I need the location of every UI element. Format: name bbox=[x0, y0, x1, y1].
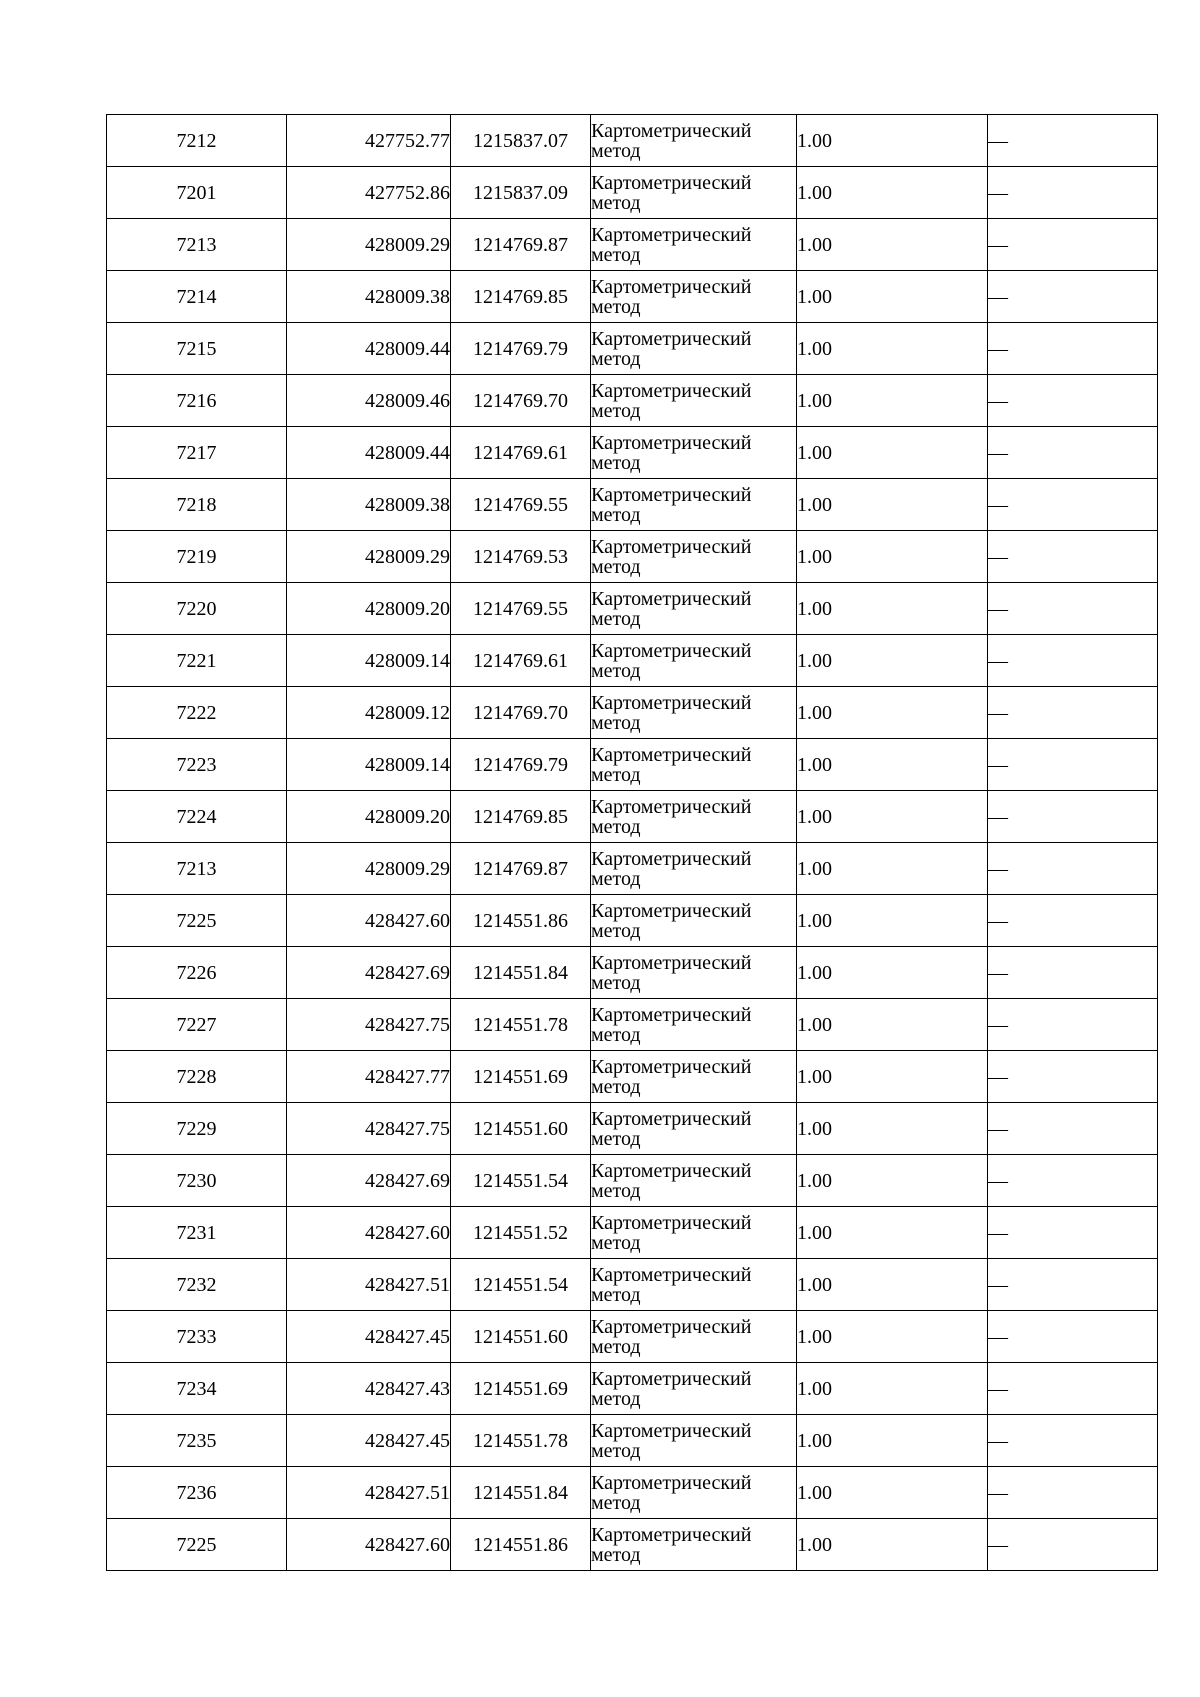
coordinates-table bbox=[106, 114, 1158, 1571]
coordinate-y-cell: 1214769.79 bbox=[451, 323, 591, 375]
accuracy-cell: 1.00 bbox=[797, 999, 988, 1051]
point-number-cell: 7227 bbox=[107, 999, 287, 1051]
point-number-cell: 7231 bbox=[107, 1207, 287, 1259]
coordinate-x-cell: 428009.38 bbox=[287, 479, 451, 531]
table-row bbox=[107, 635, 1158, 687]
coordinate-y-cell: 1214769.70 bbox=[451, 375, 591, 427]
accuracy-cell: 1.00 bbox=[797, 739, 988, 791]
coordinate-x-cell: 428427.51 bbox=[287, 1259, 451, 1311]
note-cell: — bbox=[988, 1311, 1158, 1363]
table-row bbox=[107, 167, 1158, 219]
table-row bbox=[107, 843, 1158, 895]
note-cell: — bbox=[988, 1155, 1158, 1207]
coordinate-y-cell: 1214551.54 bbox=[451, 1155, 591, 1207]
coordinate-y-cell: 1214551.78 bbox=[451, 1415, 591, 1467]
coordinate-x-cell: 428009.14 bbox=[287, 739, 451, 791]
accuracy-cell: 1.00 bbox=[797, 375, 988, 427]
coordinate-x-cell: 428427.45 bbox=[287, 1311, 451, 1363]
table-row bbox=[107, 219, 1158, 271]
coordinate-y-cell: 1214551.69 bbox=[451, 1363, 591, 1415]
table-row bbox=[107, 1311, 1158, 1363]
coordinate-y-cell: 1214769.70 bbox=[451, 687, 591, 739]
table-row bbox=[107, 739, 1158, 791]
coordinate-x-cell: 428427.77 bbox=[287, 1051, 451, 1103]
coordinate-x-cell: 428009.29 bbox=[287, 843, 451, 895]
coordinate-x-cell: 428427.75 bbox=[287, 999, 451, 1051]
method-cell: Картометрический метод bbox=[591, 375, 797, 427]
point-number-cell: 7220 bbox=[107, 583, 287, 635]
note-cell: — bbox=[988, 999, 1158, 1051]
method-cell: Картометрический метод bbox=[591, 583, 797, 635]
method-cell: Картометрический метод bbox=[591, 791, 797, 843]
coordinate-y-cell: 1215837.07 bbox=[451, 115, 591, 167]
point-number-cell: 7235 bbox=[107, 1415, 287, 1467]
method-cell: Картометрический метод bbox=[591, 167, 797, 219]
method-cell: Картометрический метод bbox=[591, 479, 797, 531]
point-number-cell: 7228 bbox=[107, 1051, 287, 1103]
note-cell: — bbox=[988, 1207, 1158, 1259]
method-cell: Картометрический метод bbox=[591, 1467, 797, 1519]
coordinate-y-cell: 1214551.86 bbox=[451, 1519, 591, 1571]
table-row bbox=[107, 947, 1158, 999]
note-cell: — bbox=[988, 1415, 1158, 1467]
method-cell: Картометрический метод bbox=[591, 1363, 797, 1415]
coordinate-x-cell: 428427.51 bbox=[287, 1467, 451, 1519]
table-row bbox=[107, 115, 1158, 167]
coordinate-y-cell: 1214551.84 bbox=[451, 1467, 591, 1519]
note-cell: — bbox=[988, 219, 1158, 271]
note-cell: — bbox=[988, 635, 1158, 687]
point-number-cell: 7214 bbox=[107, 271, 287, 323]
note-cell: — bbox=[988, 1103, 1158, 1155]
accuracy-cell: 1.00 bbox=[797, 1311, 988, 1363]
accuracy-cell: 1.00 bbox=[797, 1051, 988, 1103]
coordinate-x-cell: 428427.75 bbox=[287, 1103, 451, 1155]
coordinate-y-cell: 1214769.61 bbox=[451, 427, 591, 479]
coordinate-y-cell: 1214551.60 bbox=[451, 1311, 591, 1363]
accuracy-cell: 1.00 bbox=[797, 1155, 988, 1207]
note-cell: — bbox=[988, 1519, 1158, 1571]
coordinate-y-cell: 1215837.09 bbox=[451, 167, 591, 219]
accuracy-cell: 1.00 bbox=[797, 1103, 988, 1155]
coordinate-y-cell: 1214769.87 bbox=[451, 843, 591, 895]
note-cell: — bbox=[988, 323, 1158, 375]
accuracy-cell: 1.00 bbox=[797, 219, 988, 271]
method-cell: Картометрический метод bbox=[591, 219, 797, 271]
method-cell: Картометрический метод bbox=[591, 1311, 797, 1363]
coordinate-x-cell: 428009.44 bbox=[287, 323, 451, 375]
coordinate-x-cell: 428427.69 bbox=[287, 947, 451, 999]
note-cell: — bbox=[988, 843, 1158, 895]
coordinate-y-cell: 1214551.86 bbox=[451, 895, 591, 947]
coordinate-x-cell: 428009.29 bbox=[287, 531, 451, 583]
coordinate-y-cell: 1214769.85 bbox=[451, 791, 591, 843]
method-cell: Картометрический метод bbox=[591, 999, 797, 1051]
point-number-cell: 7218 bbox=[107, 479, 287, 531]
coordinate-y-cell: 1214769.55 bbox=[451, 583, 591, 635]
accuracy-cell: 1.00 bbox=[797, 947, 988, 999]
table-row bbox=[107, 1363, 1158, 1415]
table-row bbox=[107, 427, 1158, 479]
coordinates-table-body bbox=[107, 115, 1158, 1571]
accuracy-cell: 1.00 bbox=[797, 1207, 988, 1259]
method-cell: Картометрический метод bbox=[591, 947, 797, 999]
point-number-cell: 7224 bbox=[107, 791, 287, 843]
point-number-cell: 7225 bbox=[107, 1519, 287, 1571]
method-cell: Картометрический метод bbox=[591, 1519, 797, 1571]
accuracy-cell: 1.00 bbox=[797, 1467, 988, 1519]
point-number-cell: 7219 bbox=[107, 531, 287, 583]
method-cell: Картометрический метод bbox=[591, 427, 797, 479]
method-cell: Картометрический метод bbox=[591, 271, 797, 323]
method-cell: Картометрический метод bbox=[591, 895, 797, 947]
table-row bbox=[107, 1415, 1158, 1467]
point-number-cell: 7236 bbox=[107, 1467, 287, 1519]
coordinate-y-cell: 1214769.79 bbox=[451, 739, 591, 791]
point-number-cell: 7215 bbox=[107, 323, 287, 375]
method-cell: Картометрический метод bbox=[591, 323, 797, 375]
accuracy-cell: 1.00 bbox=[797, 635, 988, 687]
note-cell: — bbox=[988, 531, 1158, 583]
table-row bbox=[107, 271, 1158, 323]
coordinate-x-cell: 428009.20 bbox=[287, 583, 451, 635]
method-cell: Картометрический метод bbox=[591, 843, 797, 895]
note-cell: — bbox=[988, 687, 1158, 739]
coordinate-x-cell: 427752.86 bbox=[287, 167, 451, 219]
table-row bbox=[107, 583, 1158, 635]
coordinate-x-cell: 428009.29 bbox=[287, 219, 451, 271]
coordinate-x-cell: 428427.60 bbox=[287, 1207, 451, 1259]
point-number-cell: 7213 bbox=[107, 843, 287, 895]
accuracy-cell: 1.00 bbox=[797, 115, 988, 167]
accuracy-cell: 1.00 bbox=[797, 479, 988, 531]
coordinate-x-cell: 428427.69 bbox=[287, 1155, 451, 1207]
point-number-cell: 7229 bbox=[107, 1103, 287, 1155]
point-number-cell: 7201 bbox=[107, 167, 287, 219]
point-number-cell: 7226 bbox=[107, 947, 287, 999]
note-cell: — bbox=[988, 1259, 1158, 1311]
accuracy-cell: 1.00 bbox=[797, 1519, 988, 1571]
point-number-cell: 7225 bbox=[107, 895, 287, 947]
note-cell: — bbox=[988, 739, 1158, 791]
coordinate-y-cell: 1214551.52 bbox=[451, 1207, 591, 1259]
point-number-cell: 7212 bbox=[107, 115, 287, 167]
accuracy-cell: 1.00 bbox=[797, 1259, 988, 1311]
note-cell: — bbox=[988, 583, 1158, 635]
note-cell: — bbox=[988, 1051, 1158, 1103]
table-row bbox=[107, 1467, 1158, 1519]
coordinate-x-cell: 428427.60 bbox=[287, 895, 451, 947]
coordinate-x-cell: 428009.44 bbox=[287, 427, 451, 479]
accuracy-cell: 1.00 bbox=[797, 1363, 988, 1415]
table-row bbox=[107, 791, 1158, 843]
coordinate-y-cell: 1214769.55 bbox=[451, 479, 591, 531]
coordinate-y-cell: 1214551.60 bbox=[451, 1103, 591, 1155]
table-row bbox=[107, 1155, 1158, 1207]
table-row bbox=[107, 687, 1158, 739]
point-number-cell: 7232 bbox=[107, 1259, 287, 1311]
coordinate-x-cell: 428009.14 bbox=[287, 635, 451, 687]
coordinate-y-cell: 1214551.69 bbox=[451, 1051, 591, 1103]
note-cell: — bbox=[988, 1363, 1158, 1415]
method-cell: Картометрический метод bbox=[591, 687, 797, 739]
table-row bbox=[107, 1207, 1158, 1259]
accuracy-cell: 1.00 bbox=[797, 583, 988, 635]
coordinate-x-cell: 428427.43 bbox=[287, 1363, 451, 1415]
note-cell: — bbox=[988, 479, 1158, 531]
note-cell: — bbox=[988, 895, 1158, 947]
method-cell: Картометрический метод bbox=[591, 115, 797, 167]
note-cell: — bbox=[988, 115, 1158, 167]
point-number-cell: 7213 bbox=[107, 219, 287, 271]
table-row bbox=[107, 531, 1158, 583]
point-number-cell: 7216 bbox=[107, 375, 287, 427]
accuracy-cell: 1.00 bbox=[797, 791, 988, 843]
coordinate-x-cell: 428427.60 bbox=[287, 1519, 451, 1571]
point-number-cell: 7233 bbox=[107, 1311, 287, 1363]
coordinate-y-cell: 1214551.54 bbox=[451, 1259, 591, 1311]
accuracy-cell: 1.00 bbox=[797, 167, 988, 219]
method-cell: Картометрический метод bbox=[591, 1259, 797, 1311]
method-cell: Картометрический метод bbox=[591, 1207, 797, 1259]
coordinate-y-cell: 1214769.85 bbox=[451, 271, 591, 323]
coordinate-x-cell: 428009.20 bbox=[287, 791, 451, 843]
accuracy-cell: 1.00 bbox=[797, 531, 988, 583]
method-cell: Картометрический метод bbox=[591, 531, 797, 583]
point-number-cell: 7221 bbox=[107, 635, 287, 687]
coordinate-y-cell: 1214769.61 bbox=[451, 635, 591, 687]
table-row bbox=[107, 1051, 1158, 1103]
method-cell: Картометрический метод bbox=[591, 1103, 797, 1155]
note-cell: — bbox=[988, 167, 1158, 219]
point-number-cell: 7222 bbox=[107, 687, 287, 739]
table-row bbox=[107, 1259, 1158, 1311]
method-cell: Картометрический метод bbox=[591, 1155, 797, 1207]
method-cell: Картометрический метод bbox=[591, 635, 797, 687]
method-cell: Картометрический метод bbox=[591, 1051, 797, 1103]
coordinate-x-cell: 427752.77 bbox=[287, 115, 451, 167]
note-cell: — bbox=[988, 791, 1158, 843]
accuracy-cell: 1.00 bbox=[797, 427, 988, 479]
accuracy-cell: 1.00 bbox=[797, 1415, 988, 1467]
accuracy-cell: 1.00 bbox=[797, 271, 988, 323]
table-row bbox=[107, 323, 1158, 375]
table-row bbox=[107, 1519, 1158, 1571]
point-number-cell: 7234 bbox=[107, 1363, 287, 1415]
accuracy-cell: 1.00 bbox=[797, 323, 988, 375]
point-number-cell: 7217 bbox=[107, 427, 287, 479]
note-cell: — bbox=[988, 375, 1158, 427]
coordinate-y-cell: 1214551.84 bbox=[451, 947, 591, 999]
note-cell: — bbox=[988, 271, 1158, 323]
accuracy-cell: 1.00 bbox=[797, 895, 988, 947]
table-row bbox=[107, 375, 1158, 427]
table-row bbox=[107, 999, 1158, 1051]
note-cell: — bbox=[988, 947, 1158, 999]
coordinate-x-cell: 428009.46 bbox=[287, 375, 451, 427]
coordinate-y-cell: 1214769.87 bbox=[451, 219, 591, 271]
method-cell: Картометрический метод bbox=[591, 1415, 797, 1467]
table-row bbox=[107, 895, 1158, 947]
coordinate-x-cell: 428427.45 bbox=[287, 1415, 451, 1467]
table-row bbox=[107, 479, 1158, 531]
point-number-cell: 7223 bbox=[107, 739, 287, 791]
note-cell: — bbox=[988, 427, 1158, 479]
coordinate-x-cell: 428009.38 bbox=[287, 271, 451, 323]
coordinate-y-cell: 1214551.78 bbox=[451, 999, 591, 1051]
note-cell: — bbox=[988, 1467, 1158, 1519]
accuracy-cell: 1.00 bbox=[797, 687, 988, 739]
coordinate-x-cell: 428009.12 bbox=[287, 687, 451, 739]
table-row bbox=[107, 1103, 1158, 1155]
accuracy-cell: 1.00 bbox=[797, 843, 988, 895]
coordinate-y-cell: 1214769.53 bbox=[451, 531, 591, 583]
point-number-cell: 7230 bbox=[107, 1155, 287, 1207]
method-cell: Картометрический метод bbox=[591, 739, 797, 791]
